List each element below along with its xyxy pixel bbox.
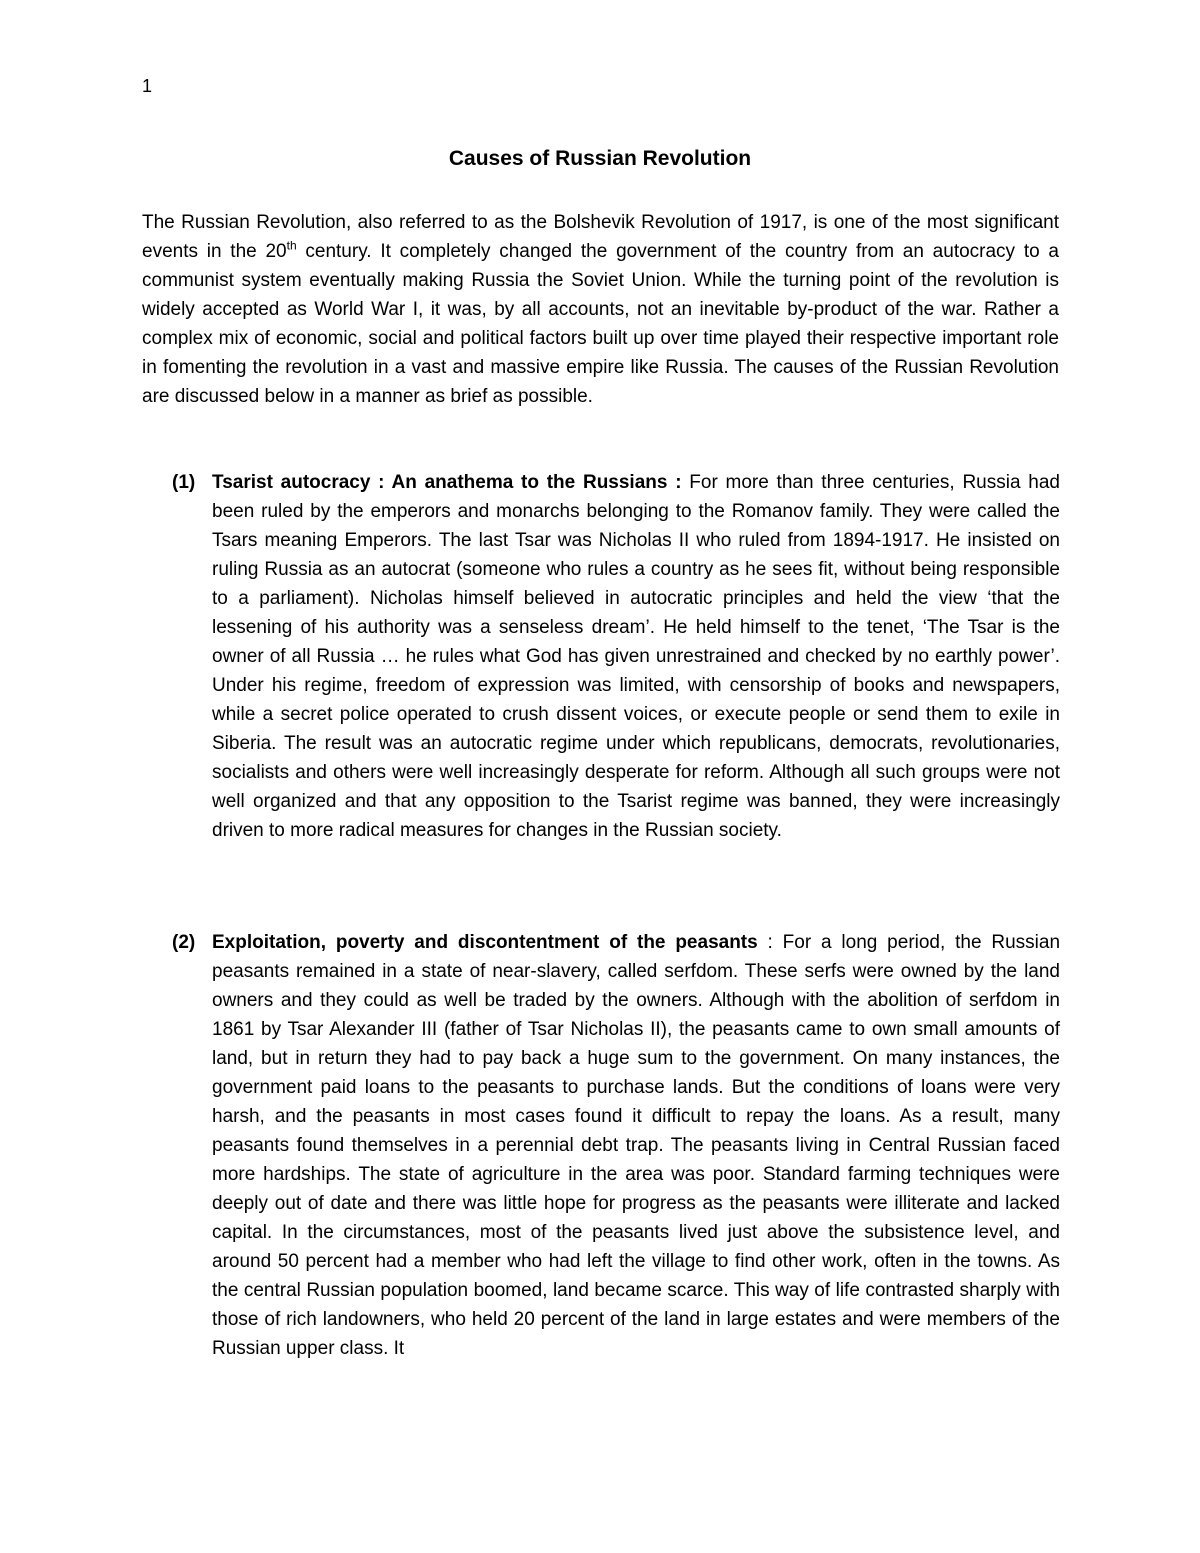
list-item-number: (1) [172, 472, 196, 493]
list-item-body [212, 468, 1060, 845]
intro-superscript: th [286, 238, 297, 253]
list-item [172, 468, 1060, 845]
list-item-heading: Tsarist autocracy : An anathema to the Russians : [212, 472, 682, 493]
list-item-heading: Exploitation, poverty and discontentment of the peasants [212, 932, 758, 953]
document-title: Causes of Russian Revolution [448, 147, 752, 170]
intro-paragraph [142, 208, 1059, 411]
list-item [172, 928, 1060, 1363]
intro-text-part2: century. It completely changed the government of the country from an autocracy to a communist system eventually making Russia the Soviet Union. While the turning point of the revolution is widely accepted as World War I, it was, by all accounts, not an inevitable by-product of the war. Rather a complex mix of economic, social and political factors built up over time played their respective important role in fomenting the revolution in a vast and massive empire like Russia. The causes of the Russian Revolution are discussed below in a manner as brief as possible. [142, 241, 1059, 407]
page-number: 1 [142, 76, 153, 96]
list-item-number: (2) [172, 932, 196, 953]
list-item-text: : For a long period, the Russian peasants remained in a state of near-slavery, called serfdom. These serfs were owned by the land owners and they could as well be traded by the owners. Although with the abolition of serfdom in 1861 by Tsar Alexander III (father of Tsar Nicholas II), the peasants came to own small amounts of land, but in return they had to pay back a huge sum to the government. On many instances, the government paid loans to the peasants to purchase lands. But the conditions of loans were very harsh, and the peasants in most cases found it difficult to repay the loans. As a result, many peasants found themselves in a perennial debt trap. The peasants living in Central Russian faced more hardships. The state of agriculture in the area was poor. Standard farming techniques were deeply out of date and there was little hope for progress as the peasants were illiterate and lacked capital. In the circumstances, most of the peasants lived just above the subsistence level, and around 50 percent had a member who had left the village to find other work, often in the towns. As the central Russian population boomed, land became scarce. This way of life contrasted sharply with those of rich landowners, who held 20 percent of the land in large estates and were members of the Russian upper class. It [212, 932, 1061, 1359]
list-item-text: For more than three centuries, Russia had been ruled by the emperors and monarchs belonging to the Romanov family. They were called the Tsars meaning Emperors. The last Tsar was Nicholas II who ruled from 1894-1917. He insisted on ruling Russia as an autocrat (someone who rules a country as he sees fit, without being responsible to a parliament). Nicholas himself believed in autocratic principles and held the view ‘that the lessening of his authority was a senseless dream’. He held himself to the tenet, ‘The Tsar is the owner of all Russia … he rules what God has given unrestrained and checked by no earthly power’. Under his regime, freedom of expression was limited, with censorship of books and newspapers, while a secret police operated to crush dissent voices, or execute people or send them to exile in Siberia. The result was an autocratic regime under which republicans, democrats, revolutionaries, socialists and others were well increasingly desperate for reform. Although all such groups were not well organized and that any opposition to the Tsarist regime was banned, they were increasingly driven to more radical measures for changes in the Russian society. [212, 472, 1060, 841]
intro-text-part1: The Russian Revolution, also referred to as the Bolshevik Revolution of 1917, is one of the most significant events in the 20 [142, 212, 1059, 262]
list-item-body [212, 928, 1060, 1363]
